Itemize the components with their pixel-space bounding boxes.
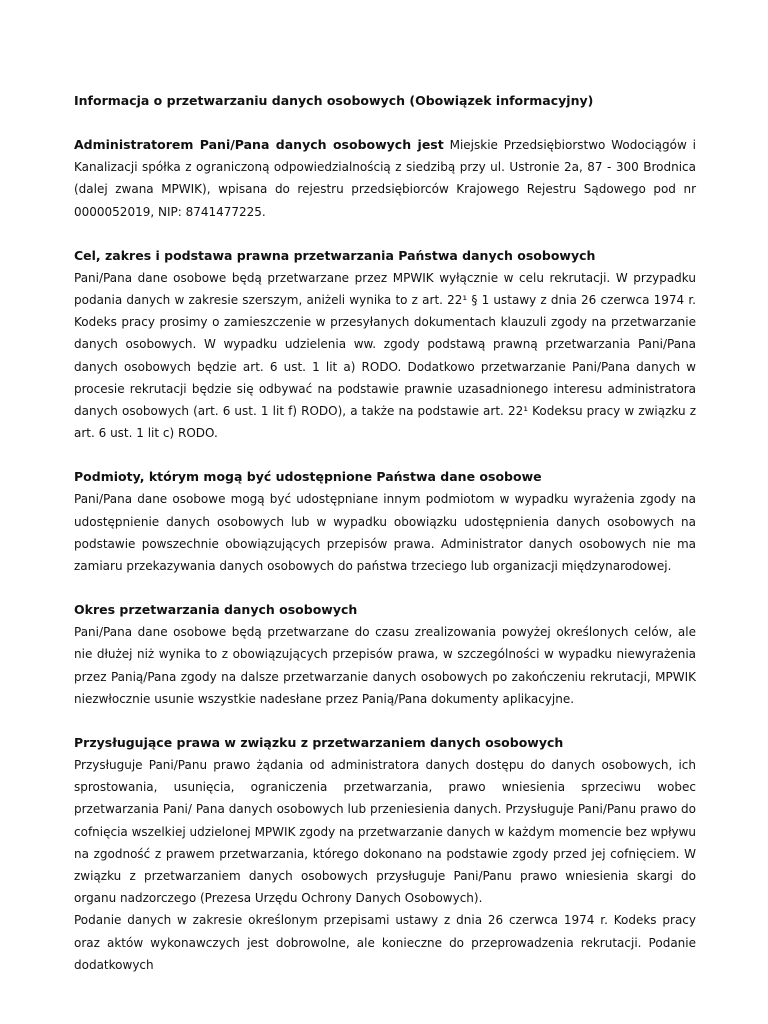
- section-heading: Okres przetwarzania danych osobowych: [74, 602, 358, 618]
- section-body: Pani/Pana dane osobowe będą przetwarzane przez MPWIK wyłącznie w celu rekrutacji. W przypadku podania danych w zakresie szerszym, aniżeli wynika to z art. 22¹ § 1 ustawy z dnia 26 czerwca 1974 r. Kodeks pracy prosimy o zamieszczenie w przesyłanych dokumentach klauzuli zgody na przetwarzanie danych osobowych. W wypadku udzielenia ww. zgody podstawą prawną przetwarzania Pani/Pana danych osobowych będzie art. 6 ust. 1 lit a) RODO. Dodatkowo przetwarzanie Pani/Pana danych w procesie rekrutacji będzie się odbywać na podstawie prawnie uzasadnionego interesu administratora danych osobowych (art. 6 ust. 1 lit f) RODO), a także na podstawie art. 22¹ Kodeksu pracy w związku z art. 6 ust. 1 lit c) RODO.: [74, 270, 696, 441]
- administrator-text: Miejskie Przedsiębiorstwo Wodociągów i Kanalizacji spółka z ograniczoną odpowiedzialnością z siedzibą przy ul. Ustronie 2a, 87 - 300 Brodnica (dalej zwana MPWIK), wpisana do rejestru przedsiębiorców Krajowego Rejestru Sądowego pod nr 0000052019, NIP: 8741477225.: [74, 138, 696, 219]
- section-recipients: [74, 466, 696, 577]
- administrator-paragraph: [74, 134, 696, 223]
- section-retention: [74, 599, 696, 710]
- section-body-continued: Podanie danych w zakresie określonym przepisami ustawy z dnia 26 czerwca 1974 r. Kodeks pracy oraz aktów wykonawczych jest dobrowolne, ale konieczne do przeprowadzenia rekrutacji. Podanie dodatkowych: [74, 913, 696, 972]
- section-body: Pani/Pana dane osobowe mogą być udostępniane innym podmiotom w wypadku wyrażenia zgody na udostępnienie danych osobowych lub w wypadku obowiązku udostępnienia danych osobowych na podstawie powszechnie obowiązujących przepisów prawa. Administrator danych osobowych nie ma zamiaru przekazywania danych osobowych do państwa trzeciego lub organizacji międzynarodowej.: [74, 492, 696, 574]
- document-page: [74, 90, 696, 976]
- section-rights: [74, 732, 696, 976]
- section-heading: Podmioty, którym mogą być udostępnione Państwa dane osobowe: [74, 469, 542, 485]
- section-body: Przysługuje Pani/Panu prawo żądania od administratora danych dostępu do danych osobowych, ich sprostowania, usunięcia, ograniczenia przetwarzania, prawo wniesienia sprzeciwu wobec przetwarzania Pani/ Pana danych osobowych lub przeniesienia danych. Przysługuje Pani/Panu prawo do cofnięcia wszelkiej udzielonej MPWIK zgody na przetwarzanie danych w każdym momencie bez wpływu na zgodność z prawem przetwarzania, którego dokonano na podstawie zgody przed jej cofnięciem. W związku z przetwarzaniem danych osobowych przysługuje Pani/Panu prawo wniesienia skargi do organu nadzorczego (Prezesa Urzędu Ochrony Danych Osobowych).: [74, 758, 696, 906]
- section-purpose: [74, 245, 696, 445]
- section-heading: Przysługujące prawa w związku z przetwarzaniem danych osobowych: [74, 735, 564, 751]
- section-heading: Cel, zakres i podstawa prawna przetwarzania Państwa danych osobowych: [74, 247, 596, 263]
- document-title: Informacja o przetwarzaniu danych osobowych (Obowiązek informacyjny): [74, 93, 594, 108]
- section-body: Pani/Pana dane osobowe będą przetwarzane do czasu zrealizowania powyżej określonych celów, ale nie dłużej niż wynika to z obowiązujących przepisów prawa, w szczególności w wypadku niewyrażenia przez Panią/Pana zgody na dalsze przetwarzanie danych osobowych po zakończeniu rekrutacji, MPWIK niezwłocznie usunie wszystkie nadesłane przez Panią/Pana dokumenty aplikacyjne.: [74, 625, 696, 706]
- administrator-lead: Administratorem Pani/Pana danych osobowych jest: [74, 137, 444, 152]
